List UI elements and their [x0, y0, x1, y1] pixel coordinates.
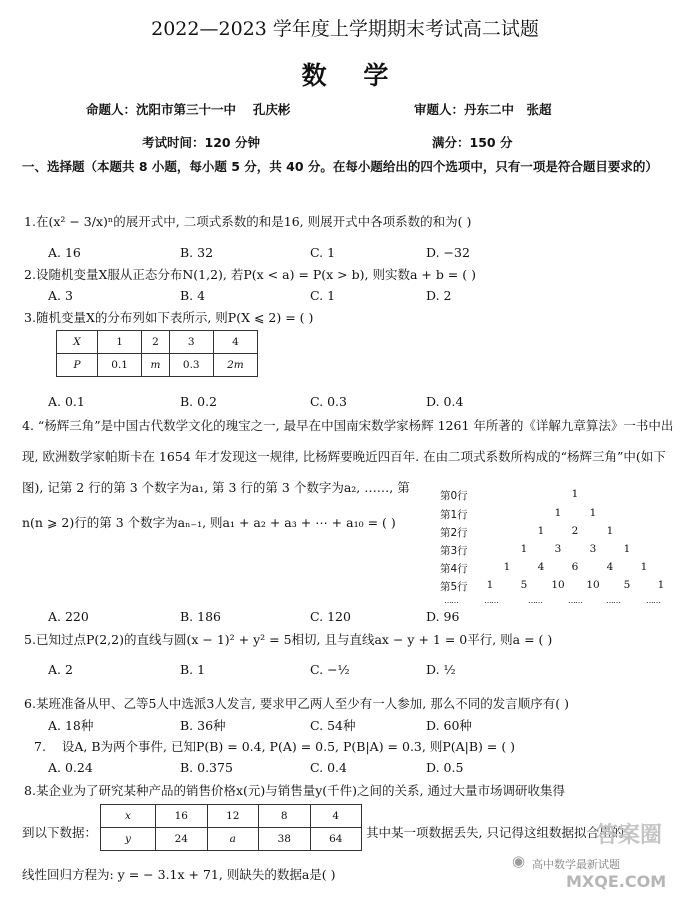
- question-7: [34, 737, 515, 755]
- triangle-number: 1: [520, 543, 528, 555]
- option-b: B. 32: [180, 245, 214, 260]
- ellipsis: ……: [568, 596, 582, 605]
- question-text: 某企业为了研究某种产品的销售价格x(元)与销售量y(千件)之间的关系, 通过大量市场调研收集得: [35, 783, 566, 798]
- table-cell: 3: [169, 331, 213, 354]
- option-d: D. 2: [426, 288, 452, 303]
- question-number: 1.: [24, 214, 36, 229]
- option-c: C. 120: [310, 609, 351, 624]
- triangle-number: 1: [486, 579, 494, 591]
- option-a: A. 0.24: [48, 760, 93, 775]
- question-1: [24, 212, 471, 230]
- watermark-caption: 高中数学最新试题: [532, 858, 620, 871]
- triangle-number: 1: [571, 488, 579, 500]
- question-number: 2.: [24, 267, 36, 282]
- triangle-number: 10: [586, 579, 600, 591]
- exam-title: 2022—2023 学年度上学期期末考试高二试题: [151, 18, 539, 40]
- option-c: C. 0.3: [310, 394, 347, 409]
- option-b: B. 36种: [180, 718, 226, 733]
- table-cell: a: [207, 828, 259, 851]
- distribution-table: [56, 330, 258, 377]
- option-b: B. 186: [180, 609, 221, 624]
- question-number: 5.: [24, 632, 36, 647]
- table-cell: 38: [259, 828, 311, 851]
- row-label: 第2行: [440, 527, 468, 539]
- row-label: 第5行: [440, 581, 468, 593]
- question-text: 已知过点P(2,2)的直线与圆(x − 1)² + y² = 5相切, 且与直线ax − y + 1 = 0平行, 则a = ( ): [35, 632, 553, 647]
- option-b: B. 0.2: [180, 394, 218, 409]
- question-text: 设A, B为两个事件, 已知P(B) = 0.4, P(A) = 0.5, P(B|A) = 0.3, 则P(A|B) = ( ): [61, 739, 516, 754]
- triangle-number: 3: [554, 543, 562, 555]
- triangle-number: 2: [571, 525, 579, 537]
- row-label: 第4行: [440, 563, 468, 575]
- option-d: D. 96: [426, 609, 460, 624]
- table-cell: 8: [259, 805, 311, 828]
- option-d: D. 60种: [426, 718, 472, 733]
- ellipsis: ……: [606, 596, 620, 605]
- triangle-number: 3: [589, 543, 597, 555]
- table-cell: 4: [310, 805, 362, 828]
- option-a: A. 0.1: [48, 394, 85, 409]
- triangle-number: 4: [606, 561, 614, 573]
- table-cell: 16: [156, 805, 208, 828]
- table-row: [57, 354, 258, 377]
- table-row: [101, 828, 362, 851]
- table-cell: m: [142, 354, 169, 377]
- table-cell: 0.3: [169, 354, 213, 377]
- option-a: A. 16: [48, 245, 81, 260]
- option-a: A. 3: [48, 288, 73, 303]
- question-8-last: 线性回归方程为: y = − 3.1x + 71, 则缺失的数据a是( ): [22, 867, 336, 882]
- question-text: 某班准备从甲、乙等5人中选派3人发言, 要求甲乙两人至少有一人参加, 那么不同的发言顺序有( ): [35, 696, 569, 711]
- option-b: B. 4: [180, 288, 206, 303]
- question-8-prefix: 到以下数据：: [22, 825, 98, 840]
- triangle-number: 1: [537, 525, 545, 537]
- option-d: D. −32: [426, 245, 470, 260]
- table-cell: x: [101, 805, 156, 828]
- table-row: [57, 331, 258, 354]
- row-label: 第0行: [440, 490, 468, 502]
- table-cell: 1: [98, 331, 142, 354]
- triangle-number: 1: [503, 561, 511, 573]
- question-8-suffix: 其中某一项数据丢失, 只记得这组数据拟合出的: [366, 825, 624, 840]
- question-number: 8.: [24, 783, 36, 798]
- table-cell: 64: [310, 828, 362, 851]
- option-a: A. 220: [48, 609, 89, 624]
- triangle-number: 5: [623, 579, 631, 591]
- option-c: C. −½: [310, 662, 350, 677]
- table-cell: 12: [207, 805, 259, 828]
- option-c: C. 0.4: [310, 760, 347, 775]
- exam-time: 考试时间：120 分钟: [142, 135, 260, 150]
- question-6: [24, 694, 569, 712]
- question-5: [24, 630, 552, 648]
- ellipsis: ……: [484, 596, 498, 605]
- ellipsis: ……: [528, 596, 542, 605]
- triangle-number: 1: [623, 543, 631, 555]
- option-d: D. ½: [426, 662, 456, 677]
- table-cell: P: [57, 354, 98, 377]
- option-b: B. 0.375: [180, 760, 233, 775]
- triangle-number: 5: [520, 579, 528, 591]
- option-c: C. 1: [310, 245, 336, 260]
- option-c: C. 1: [310, 288, 336, 303]
- triangle-number: 10: [551, 579, 565, 591]
- row-label: 第3行: [440, 545, 468, 557]
- triangle-number: 1: [640, 561, 648, 573]
- author-line: 命题人：沈阳市第三十一中 孔庆彬: [86, 102, 291, 117]
- ellipsis: ……: [646, 596, 660, 605]
- question-2: [24, 265, 476, 283]
- subject-title: 数 学: [301, 61, 403, 90]
- watermark-logo: 答案圈: [596, 823, 663, 848]
- triangle-number: 6: [571, 561, 579, 573]
- option-d: D. 0.4: [426, 394, 464, 409]
- option-d: D. 0.5: [426, 760, 464, 775]
- table-cell: 2: [142, 331, 169, 354]
- full-score: 满分：150 分: [432, 135, 513, 150]
- option-a: A. 2: [48, 662, 73, 677]
- triangle-number: 1: [589, 507, 597, 519]
- triangle-number: 1: [554, 507, 562, 519]
- option-c: C. 54种: [310, 718, 356, 733]
- question-8: [24, 781, 565, 799]
- table-cell: 0.1: [98, 354, 142, 377]
- table-cell: 2m: [213, 354, 257, 377]
- question-4: 4. “杨辉三角”是中国古代数学文化的瑰宝之一, 最早在中国南宋数学家杨辉 1261 年所著的《详解九章算法》一书中出现, 欧洲数学家帕斯卡在 1654 年才发现这一规律, 比杨辉要晚近四百年. 在由二项式系数所构成的“杨辉三角”中(如下图), 记第 2 行的第 3 个数字为a₁, 第 3 行的第 3 个数字为a₂, ……, 第: [22, 418, 674, 495]
- ellipsis: ……: [444, 596, 458, 605]
- question-text: 随机变量X的分布列如下表所示, 则P(X ⩽ 2) = ( ): [35, 310, 314, 325]
- table-cell: y: [101, 828, 156, 851]
- table-cell: 4: [213, 331, 257, 354]
- question-number: 3.: [24, 310, 36, 325]
- reviewer-line: 审题人：丹东二中 张超: [414, 102, 552, 117]
- triangle-number: 1: [657, 579, 665, 591]
- option-b: B. 1: [180, 662, 206, 677]
- data-table: [100, 804, 362, 851]
- row-label: 第1行: [440, 509, 468, 521]
- question-3: [24, 308, 313, 326]
- table-cell: 24: [156, 828, 208, 851]
- question-4-continued: n(n ⩾ 2)行的第 3 个数字为aₙ₋₁, 则a₁ + a₂ + a₃ + ⋯ + a₁₀ = ( ): [22, 515, 396, 530]
- table-cell: X: [57, 331, 98, 354]
- option-a: A. 18种: [48, 718, 94, 733]
- question-text: 设随机变量X服从正态分布N(1,2), 若P(x < a) = P(x > b), 则实数a + b = ( ): [35, 267, 476, 282]
- question-number: 6.: [24, 696, 36, 711]
- triangle-number: 4: [537, 561, 545, 573]
- triangle-number: 1: [606, 525, 614, 537]
- watermark-site: MXQE.COM: [566, 872, 667, 891]
- table-row: [101, 805, 362, 828]
- question-text: 在(x² − 3/x)ⁿ的展开式中, 二项式系数的和是16, 则展开式中各项系数的和为( ): [35, 214, 472, 229]
- section-heading: 一、选择题（本题共 8 小题，每小题 5 分，共 40 分。在每小题给出的四个选项中，只有一项是符合题目要求的）: [22, 159, 658, 174]
- question-number: 7.: [34, 739, 46, 754]
- wechat-icon: ◉: [512, 852, 526, 870]
